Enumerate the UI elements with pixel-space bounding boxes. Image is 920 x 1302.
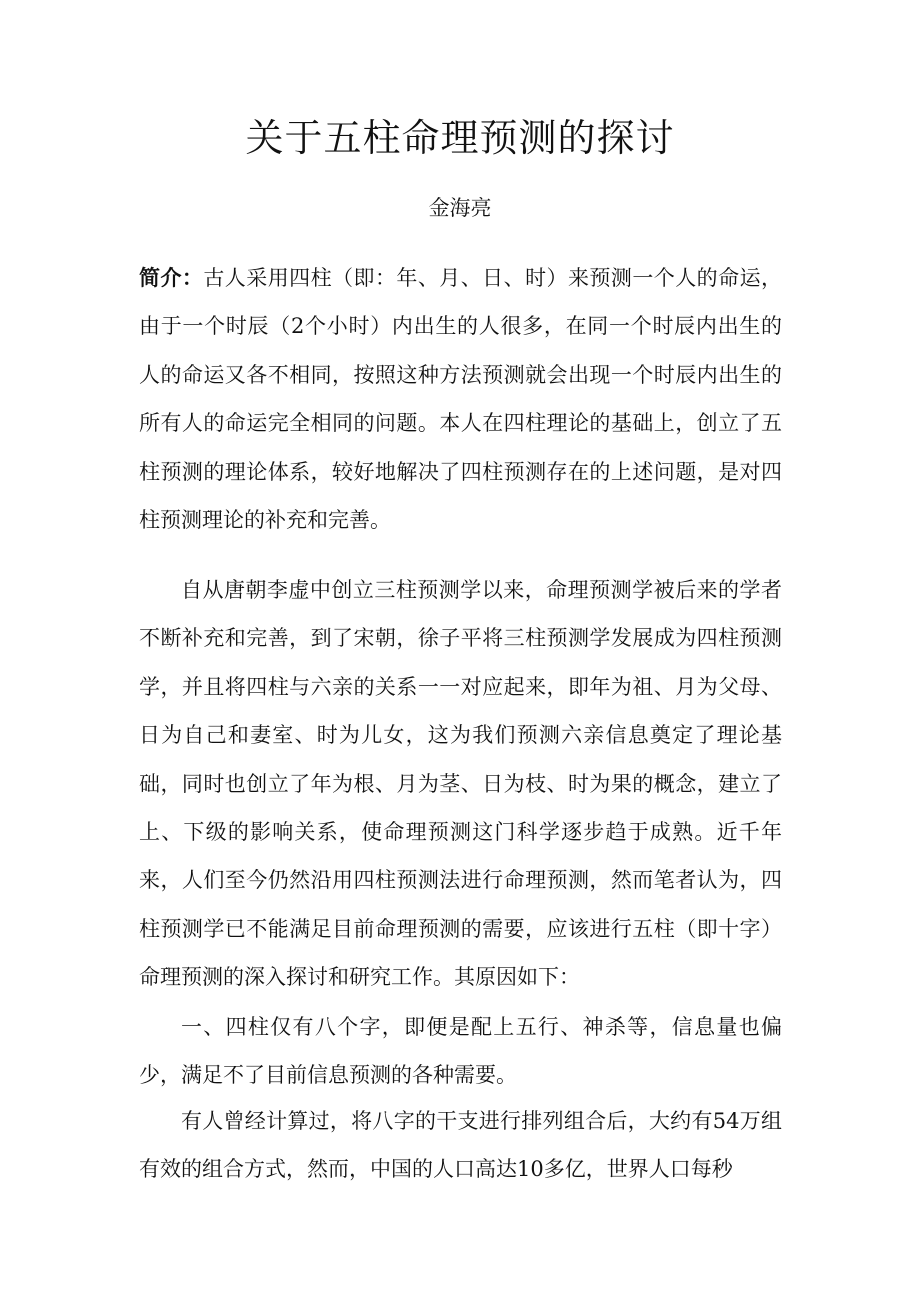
abstract-text: 古人采用四柱（即：年、月、日、时）来预测一个人的命运，由于一个时辰（2个小时）内出生的人很多，在同一个时辰内出生的人的命运又各不相同，按照这种方法预测就会出现一个时辰内出生的所有人的命运完全相同的问题。本人在四柱理论的基础上，创立了五柱预测的理论体系，较好地解决了四柱预测存在的上述问题，是对四柱预测理论的补充和完善。 xyxy=(139,266,783,533)
abstract-paragraph xyxy=(139,254,782,544)
abstract-label: 简介： xyxy=(139,265,204,290)
body-paragraph-2: 一、四柱仅有八个字，即便是配上五行、神杀等，信息量也偏少，满足不了目前信息预测的各种需要。 xyxy=(139,1015,782,1088)
body-paragraph-3: 有人曾经计算过，将八字的干支进行排列组合后，大约有54万组有效的组合方式，然而，中国的人口高达10多亿，世界人口每秒 xyxy=(139,1109,782,1182)
body-paragraph-1: 自从唐朝李虚中创立三柱预测学以来，命理预测学被后来的学者不断补充和完善，到了宋朝，徐子平将三柱预测学发展成为四柱预测学，并且将四柱与六亲的关系一一对应起来，即年为祖、月为父母、日为自己和妻室、时为儿女，这为我们预测六亲信息奠定了理论基础，同时也创立了年为根、月为茎、日为枝、时为果的概念，建立了上、下级的影响关系，使命理预测这门科学逐步趋于成熟。近千年来，人们至今仍然沿用四柱预测法进行命理预测，然而笔者认为，四柱预测学已不能满足目前命理预测的需要，应该进行五柱（即十字）命理预测的深入探讨和研究工作。其原因如下： xyxy=(139,578,782,990)
document-title: 关于五柱命理预测的探讨 xyxy=(245,116,675,160)
author-name: 金海亮 xyxy=(428,196,492,220)
